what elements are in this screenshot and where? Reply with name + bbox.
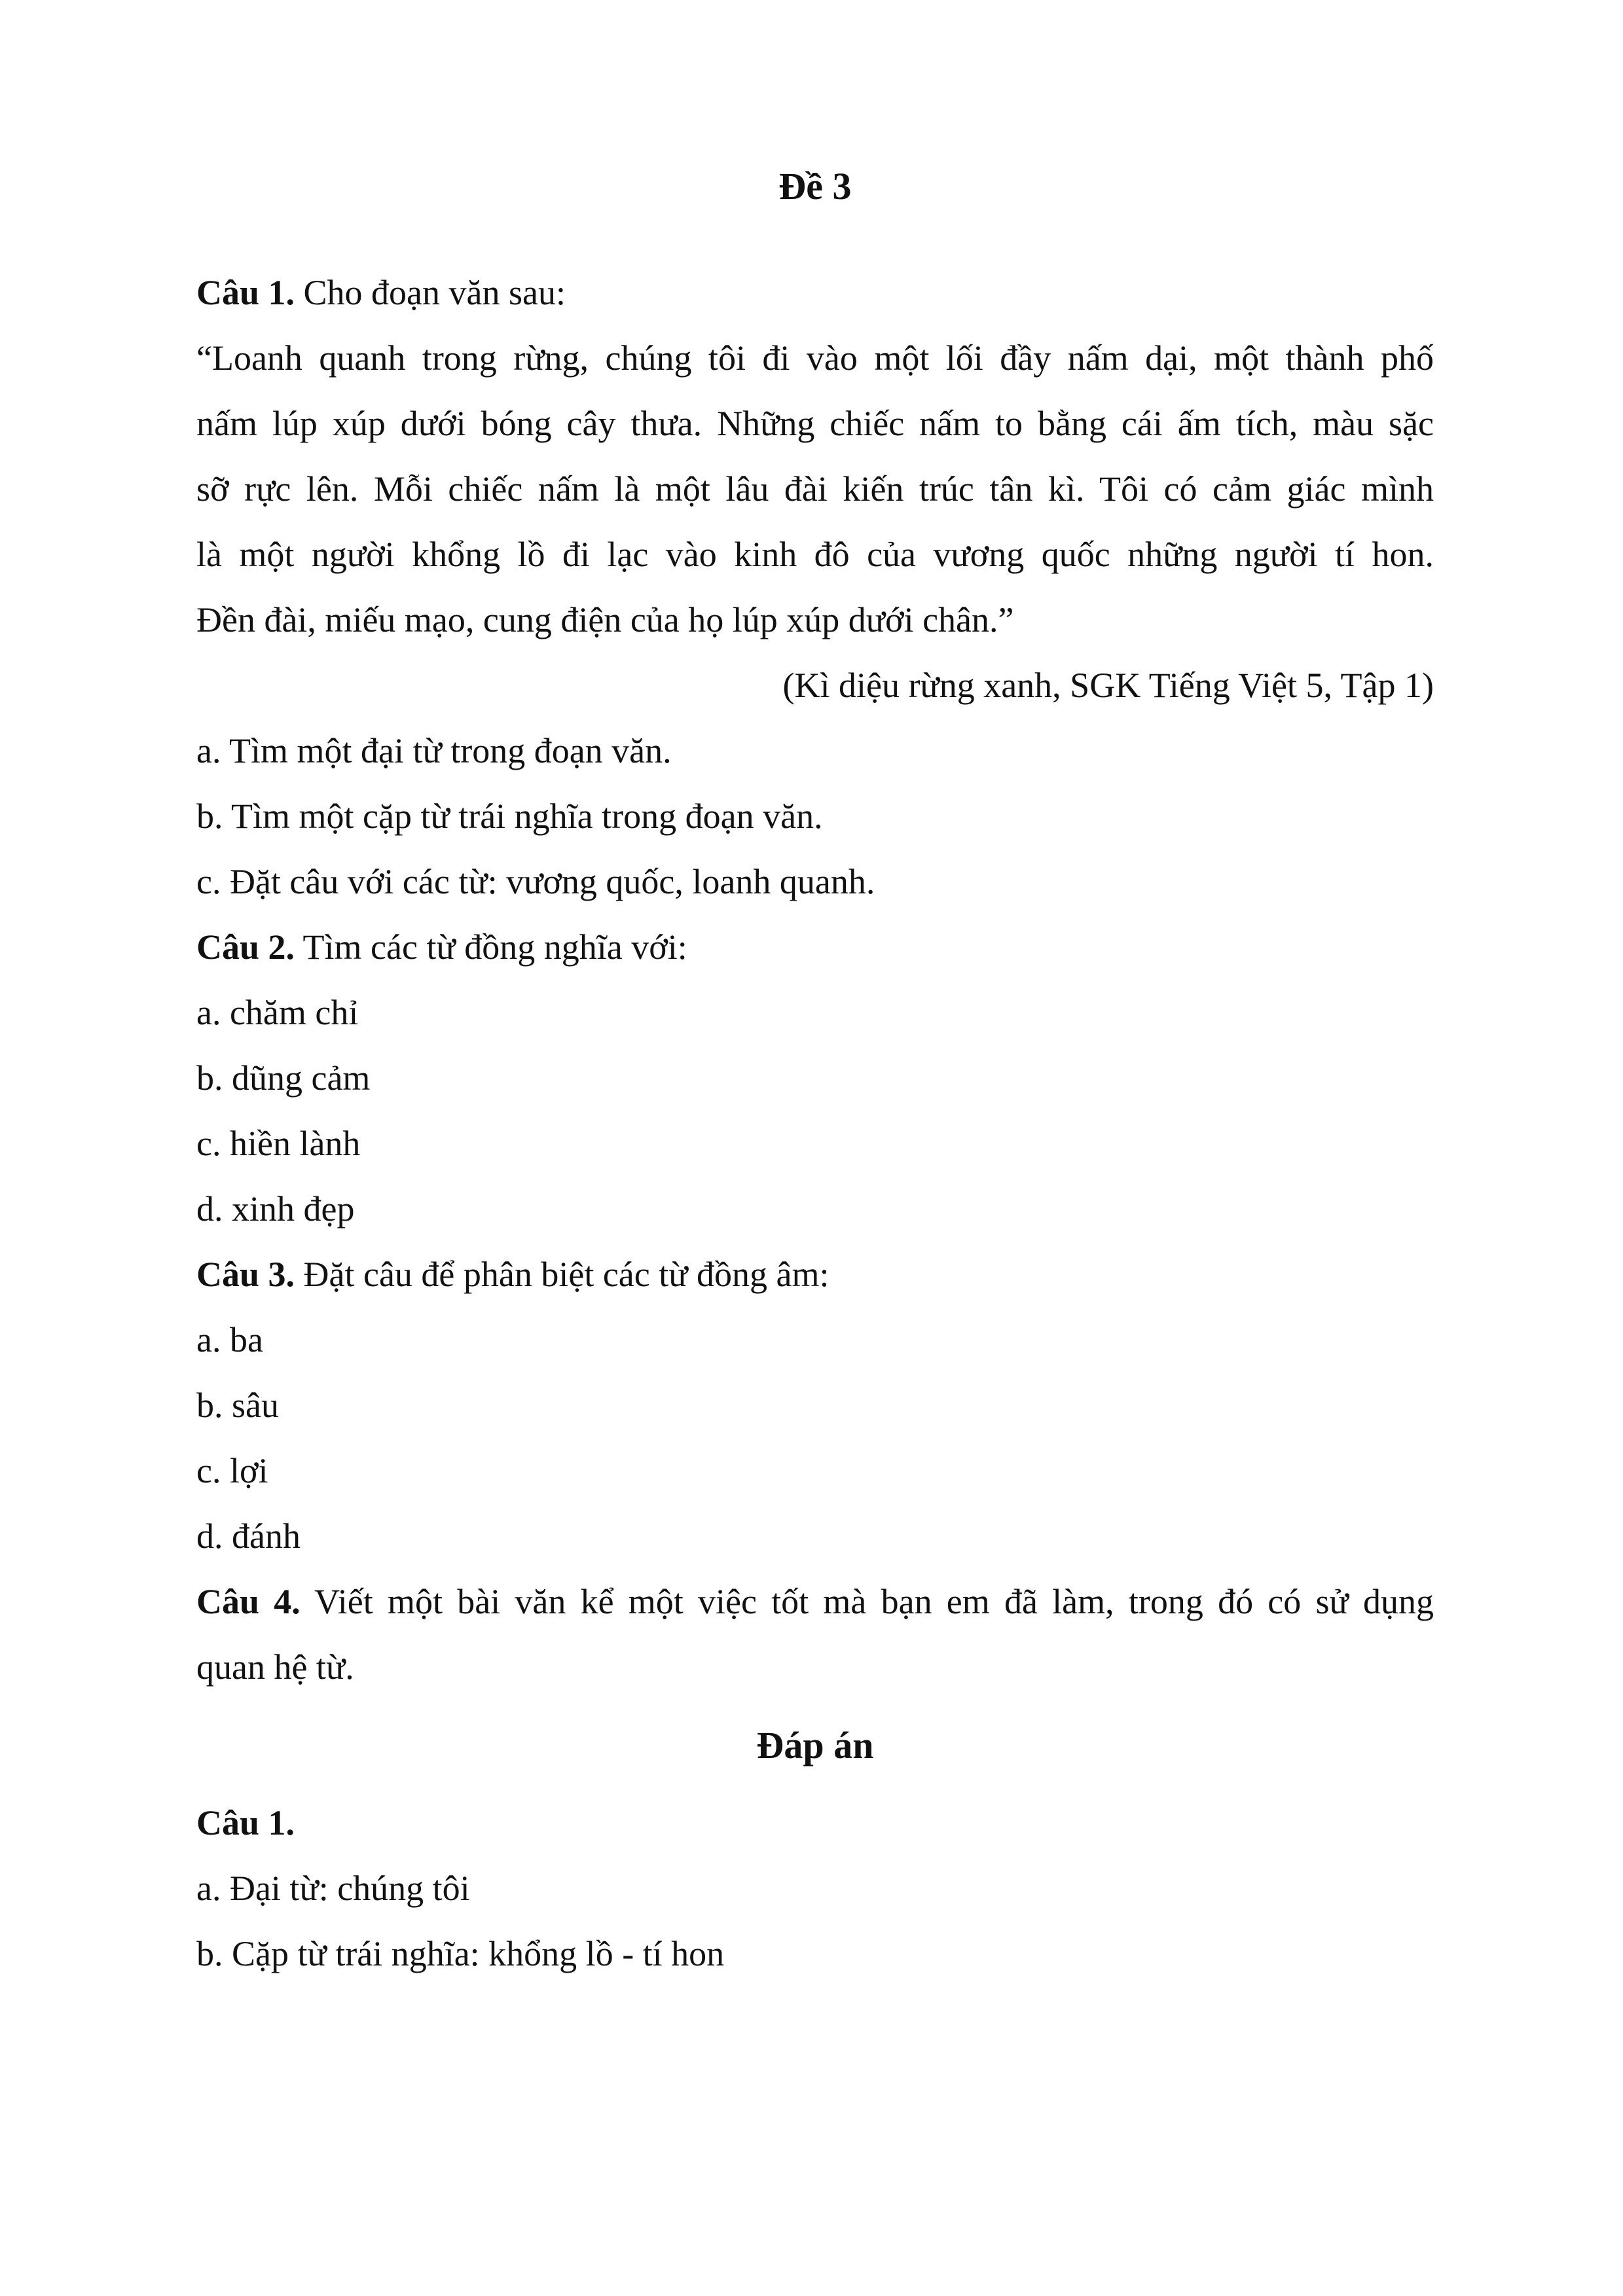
passage-line-4: là một người khổng lồ đi lạc vào kinh đô của vương quốc những người tí hon. [196,535,1434,574]
answer-title: Đáp án [756,1724,874,1767]
question-2-item-a: a. chăm chỉ [196,993,359,1032]
question-2-item-c: c. hiền lành [196,1124,361,1163]
question-4-text: Viết một bài văn kể một việc tốt mà bạn em đã làm, trong đó có sử dụng [300,1582,1434,1621]
question-1-heading [196,270,1434,315]
question-3-item-b: b. sâu [196,1386,279,1425]
question-3-item-d: d. đánh [196,1516,301,1556]
answer-1-b: b. Cặp từ trái nghĩa: khổng lồ - tí hon [196,1934,725,1973]
question-3-heading [196,1251,1434,1297]
question-4-heading [196,1579,1434,1624]
question-3-label: Câu 3. [196,1255,295,1294]
passage-line-2: nấm lúp xúp dưới bóng cây thưa. Những chiếc nấm to bằng cái ấm tích, màu sặc [196,404,1434,443]
question-2-item-b: b. dũng cảm [196,1058,371,1098]
answer-1-heading [196,1800,1434,1846]
question-3-item-a: a. ba [196,1320,263,1359]
question-1-text: Cho đoạn văn sau: [295,273,566,312]
question-2-heading [196,924,1434,970]
question-2-label: Câu 2. [196,927,295,967]
question-4-text-continued: quan hệ từ. [196,1647,354,1687]
question-1-b: b. Tìm một cặp từ trái nghĩa trong đoạn văn. [196,797,823,836]
question-1-a: a. Tìm một đại từ trong đoạn văn. [196,731,672,770]
answer-1-a: a. Đại từ: chúng tôi [196,1869,470,1908]
passage-line-1: “Loanh quanh trong rừng, chúng tôi đi vào một lối đầy nấm dại, một thành phố [196,338,1434,378]
answer-1-label: Câu 1. [196,1803,295,1842]
question-1-label: Câu 1. [196,273,295,312]
passage-line-3: sỡ rực lên. Mỗi chiếc nấm là một lâu đài kiến trúc tân kì. Tôi có cảm giác mình [196,469,1434,509]
question-2-text: Tìm các từ đồng nghĩa với: [295,927,687,967]
page-title: Đề 3 [778,165,852,207]
question-3-item-c: c. lợi [196,1451,268,1490]
question-1-c: c. Đặt câu với các từ: vương quốc, loanh quanh. [196,862,875,901]
question-3-text: Đặt câu để phân biệt các từ đồng âm: [295,1255,830,1294]
question-2-item-d: d. xinh đẹp [196,1189,355,1229]
passage-source: (Kì diệu rừng xanh, SGK Tiếng Việt 5, Tập 1) [782,666,1434,705]
question-4-label: Câu 4. [196,1582,301,1621]
passage-line-5: Đền đài, miếu mạo, cung điện của họ lúp xúp dưới chân.” [196,600,1014,639]
